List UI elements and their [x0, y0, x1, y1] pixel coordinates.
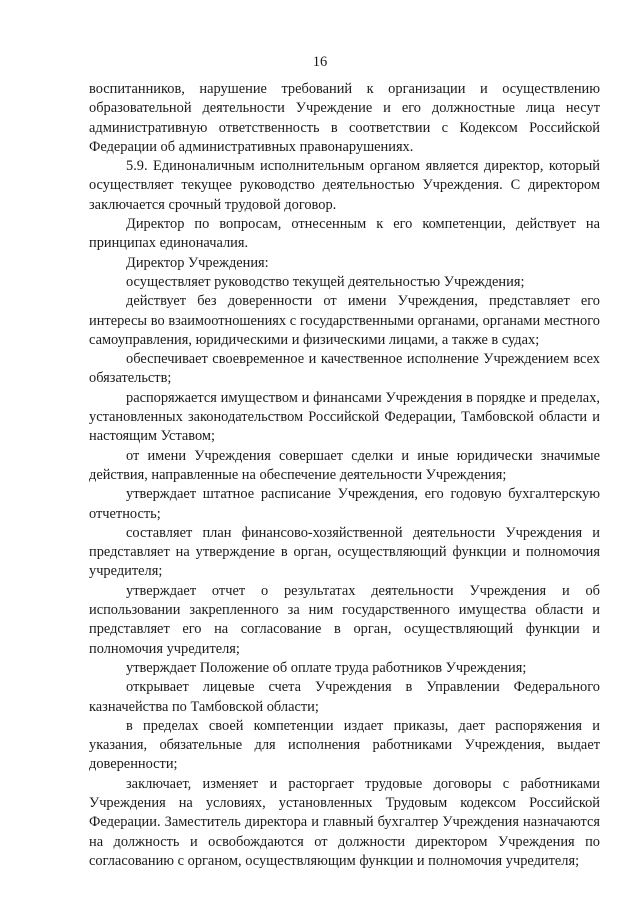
paragraph: составляет план финансово-хозяйственной деятельности Учреждения и представляет на утверждение в орган, осуществляющий функции и полномочия учредителя;	[89, 524, 600, 580]
paragraph: утверждает отчет о результатах деятельности Учреждения и об использовании закрепленного за ним государственного имущества области и представляет его на согласование в орган, осуществляющий функции и полномочия учредителя;	[89, 582, 600, 657]
paragraph: распоряжается имуществом и финансами Учреждения в порядке и пределах, установленных законодательством Российской Федерации, Тамбовской области и настоящим Уставом;	[89, 389, 600, 445]
paragraph: заключает, изменяет и расторгает трудовые договоры с работниками Учреждения на условиях, установленных Трудовым кодексом Российской Федерации. Заместитель директора и главный бухгалтер Учреждения назначаются на должность и освобождаются от должности директором Учреждения по согласованию с органом, осуществляющим функции и полномочия учредителя;	[89, 775, 600, 869]
document-body	[89, 80, 600, 871]
paragraph: Директор Учреждения:	[126, 254, 269, 271]
page-number: 16	[312, 54, 328, 70]
paragraph: воспитанников, нарушение требований к организации и осуществлению образовательной деятельности Учреждение и его должностные лица несут административную ответственность в соответствии с Кодексом Российской Федерации об административных правонарушениях.	[89, 81, 600, 155]
paragraph: осуществляет руководство текущей деятельностью Учреждения;	[126, 273, 525, 290]
paragraph: в пределах своей компетенции издает приказы, дает распоряжения и указания, обязательные для исполнения работниками Учреждения, выдает доверенности;	[89, 717, 600, 773]
paragraph: действует без доверенности от имени Учреждения, представляет его интересы во взаимоотношениях с государственными органами, органами местного самоуправления, юридическими и физическими лицами, а также в судах;	[89, 293, 600, 348]
paragraph: утверждает штатное расписание Учреждения, его годовую бухгалтерскую отчетность;	[89, 486, 600, 522]
paragraph: обеспечивает своевременное и качественное исполнение Учреждением всех обязательств;	[89, 351, 600, 387]
paragraph: от имени Учреждения совершает сделки и иные юридически значимые действия, направленные на обеспечение деятельности Учреждения;	[89, 447, 600, 483]
paragraph: утверждает Положение об оплате труда работников Учреждения;	[126, 659, 527, 676]
paragraph: 5.9. Единоналичным исполнительным органом является директор, который осуществляет текущее руководство деятельностью Учреждения. С директором заключается срочный трудовой договор.	[89, 158, 600, 213]
paragraph: Директор по вопросам, отнесенным к его компетенции, действует на принципах единоначалия.	[89, 216, 600, 252]
paragraph: открывает лицевые счета Учреждения в Управлении Федерального казначейства по Тамбовской области;	[89, 679, 600, 715]
